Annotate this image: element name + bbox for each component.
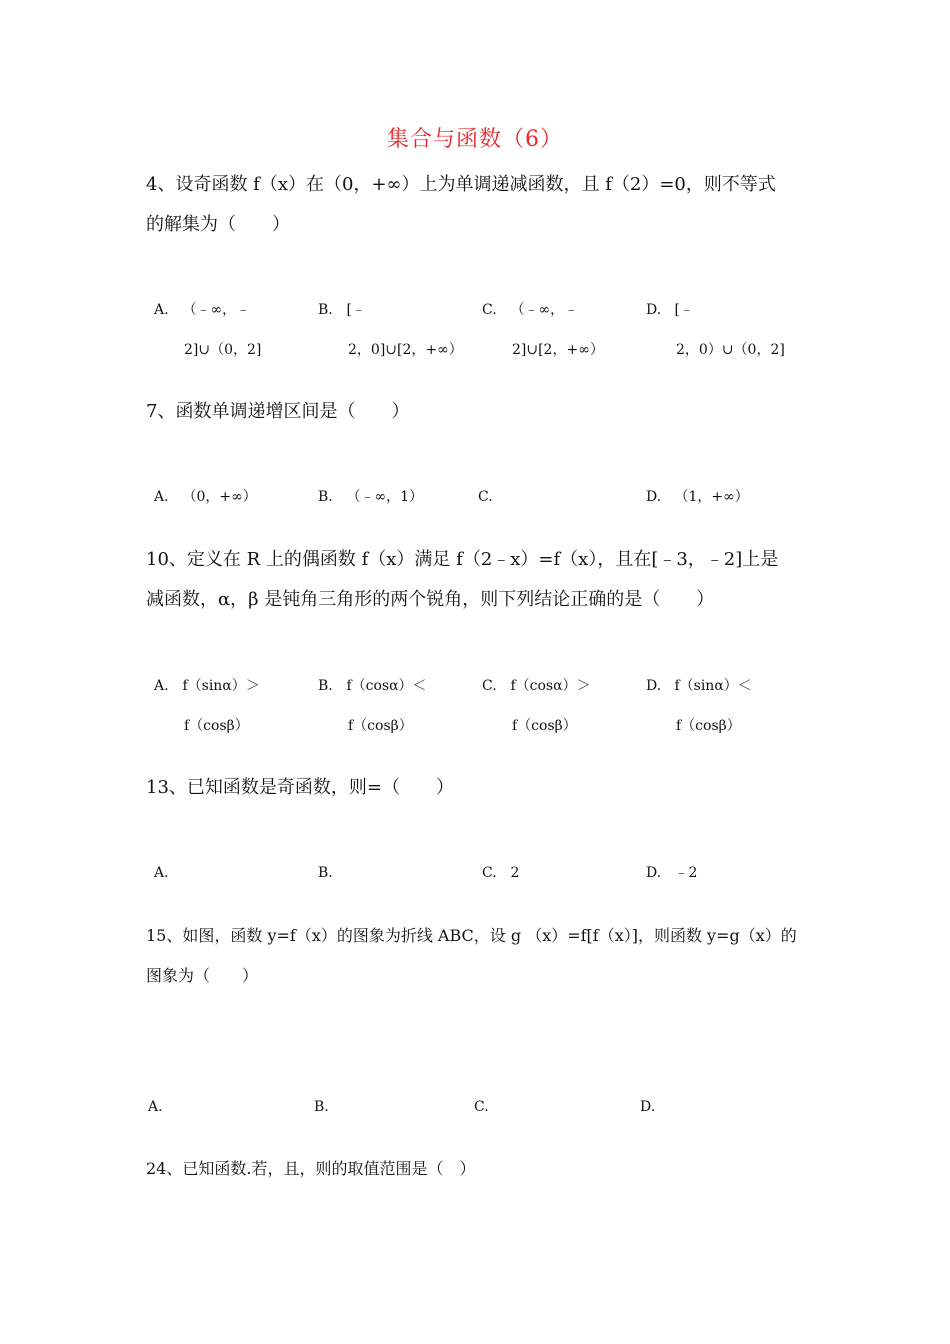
option-letter: D. [646, 678, 662, 694]
option-letter: D. [646, 865, 662, 881]
option-letter: C. [482, 678, 497, 694]
question-13-option-c [482, 853, 519, 893]
option-letter: C. [478, 489, 493, 505]
option-letter: D. [640, 1099, 656, 1115]
question-4-option-d-cont: 2，0）∪（0，2] [676, 342, 785, 358]
option-text: [﹣ [674, 302, 694, 318]
question-4-option-a-cont: 2]∪（0，2] [184, 342, 262, 358]
option-letter: C. [474, 1099, 489, 1115]
question-10-option-a-cont: f（cosβ） [184, 718, 249, 734]
question-4-stem-line1: 4、设奇函数 f（x）在（0，+∞）上为单调递减函数，且 f（2）=0，则不等式 [146, 174, 776, 195]
question-4-option-a [154, 290, 250, 330]
question-10-option-c [482, 666, 591, 706]
option-letter: A. [148, 1099, 163, 1115]
question-15-stem-line2: 图象为（ ） [146, 966, 259, 985]
option-letter: A. [154, 302, 169, 318]
option-letter: D. [646, 489, 662, 505]
option-text: （﹣∞，﹣ [182, 302, 251, 318]
question-13-option-a [154, 853, 178, 893]
question-4-option-b [318, 290, 366, 330]
question-10-option-d-cont: f（cosβ） [676, 718, 741, 734]
option-letter: D. [646, 302, 662, 318]
question-7-option-a [154, 477, 257, 517]
question-13-stem-line1: 13、已知函数是奇函数，则=（ ） [146, 777, 454, 798]
option-letter: A. [154, 678, 169, 694]
question-10-stem-line1: 10、定义在 R 上的偶函数 f（x）满足 f（2﹣x）=f（x），且在[﹣3，﹣2]上是 [146, 549, 779, 570]
option-text: 2 [510, 865, 520, 881]
question-4-stem-line2: 的解集为（ ） [146, 214, 290, 235]
option-letter: C. [482, 302, 497, 318]
question-10-option-d [646, 666, 752, 706]
question-15-option-c [474, 1087, 498, 1127]
question-15-stem-line1: 15、如图，函数 y=f（x）的图象为折线 ABC，设 g （x）=f[f（x）]，则函数 y=g（x）的 [146, 926, 797, 945]
question-7-option-c [478, 477, 502, 517]
question-15-option-d [640, 1087, 664, 1127]
question-13-option-b [318, 853, 342, 893]
option-text: f（cosα）＜ [346, 678, 427, 694]
option-text: （﹣∞，﹣ [510, 302, 579, 318]
question-7-option-d [646, 477, 749, 517]
question-4-option-c-cont: 2]∪[2，+∞） [512, 342, 604, 358]
option-text: [﹣ [346, 302, 366, 318]
option-letter: A. [154, 865, 169, 881]
option-letter: C. [482, 865, 497, 881]
option-letter: B. [314, 1099, 329, 1115]
question-15-option-a [148, 1087, 172, 1127]
option-letter: B. [318, 865, 333, 881]
question-4-option-d [646, 290, 694, 330]
question-10-option-b-cont: f（cosβ） [348, 718, 413, 734]
option-letter: B. [318, 489, 333, 505]
option-text: （0，+∞） [182, 489, 257, 505]
question-7-option-b [318, 477, 423, 517]
question-4-option-c [482, 290, 578, 330]
question-10-option-c-cont: f（cosβ） [512, 718, 577, 734]
option-text: f（cosα）＞ [510, 678, 591, 694]
option-letter: B. [318, 678, 333, 694]
option-text: f（sinα）＞ [182, 678, 260, 694]
question-13-option-d [646, 853, 697, 893]
question-10-stem-line2: 减函数，α，β 是钝角三角形的两个锐角，则下列结论正确的是（ ） [146, 589, 715, 610]
page-title: 集合与函数（6） [387, 127, 563, 152]
option-letter: B. [318, 302, 333, 318]
option-letter: A. [154, 489, 169, 505]
question-4-option-b-cont: 2，0]∪[2，+∞） [348, 342, 463, 358]
question-10-option-b [318, 666, 427, 706]
question-24-stem-line1: 24、已知函数.若，且，则的取值范围是（ ） [146, 1159, 476, 1178]
question-7-stem-line1: 7、函数单调递增区间是（ ） [146, 401, 410, 422]
option-text: （﹣∞，1） [346, 489, 424, 505]
question-15-option-b [314, 1087, 338, 1127]
question-10-option-a [154, 666, 260, 706]
option-text: ﹣2 [674, 865, 698, 881]
option-text: f（sinα）＜ [674, 678, 752, 694]
option-text: （1，+∞） [674, 489, 749, 505]
